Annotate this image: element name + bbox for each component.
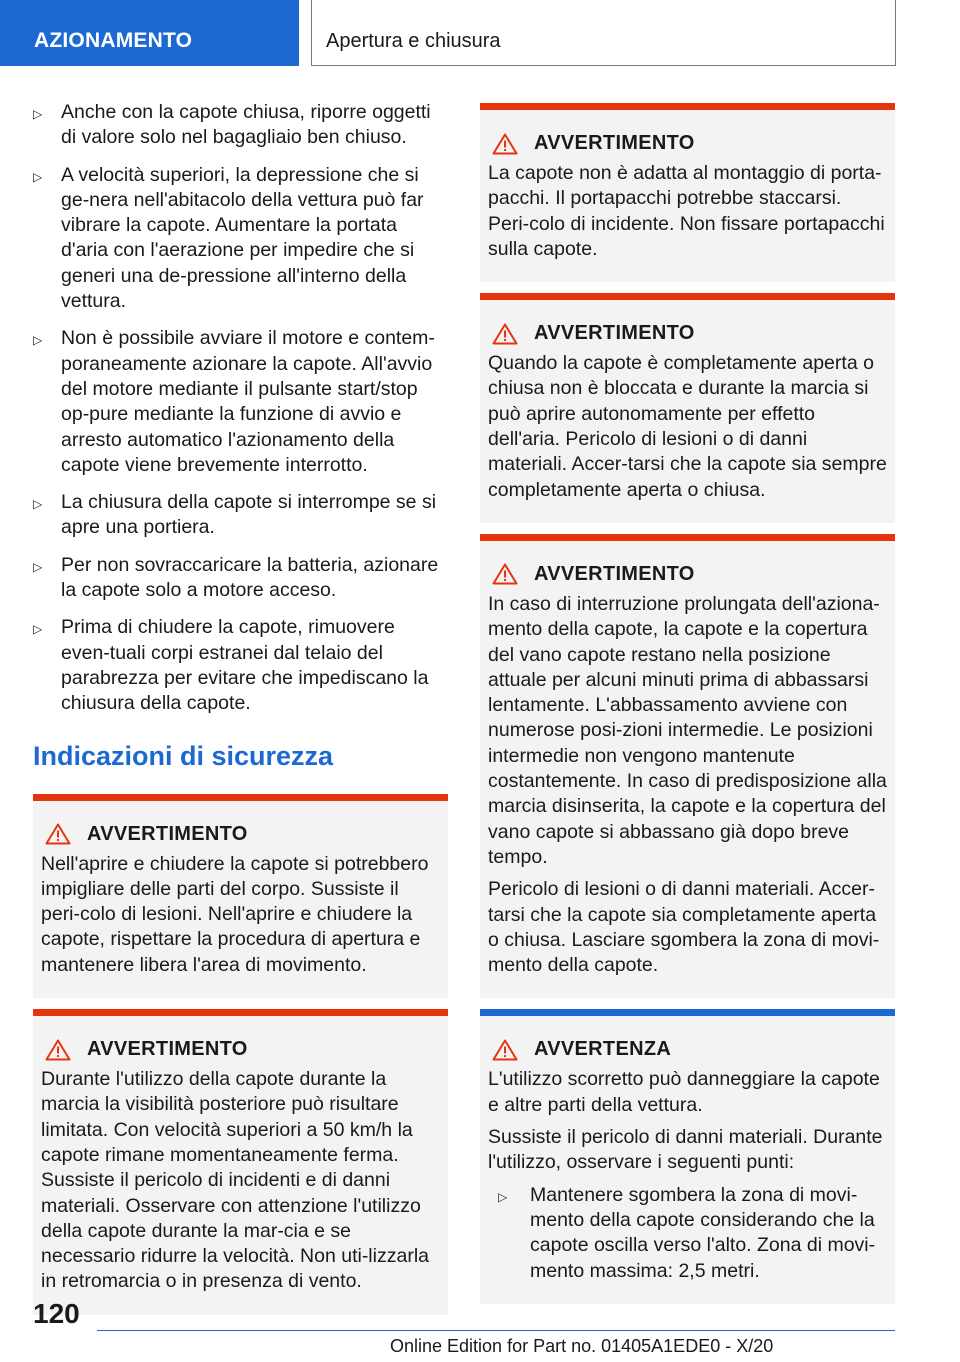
warning-text: Pericolo di lesioni o di danni materiali. Accer‐tarsi che la capote sia completamente aperta o chiusa. Lasciare sgombera la zona di movi‐mento della capote. [488,878,880,977]
triangle-bullet-icon: ▷ [33,169,43,184]
triangle-bullet-icon: ▷ [33,622,43,637]
list-item: ▷ Non è possibile avviare il motore e contem‐poraneamente azionare la capote. All'avvio del motore mediante il pulsante start/stop op‐pure mediante la funzione di avvio e arresto automatico l'azionamento della capote viene brevemente interrotto. [33,326,448,478]
notice-box [480,1009,895,1303]
warning-label: AVVERTIMENTO [87,822,248,845]
warning-triangle-icon [492,133,518,155]
warning-text: Nell'aprire e chiudere la capote si potrebbero impigliare delle parti del corpo. Sussiste il peri‐colo di lesioni. Nell'aprire e chiudere la capote, rispettare la procedura di apertura e mantenere libera l'area di movimento. [41,852,429,976]
notice-bullet-list [488,1183,887,1284]
notice-text: Sussiste il pericolo di danni materiali. Durante l'utilizzo, osservare i seguenti punti: [488,1126,883,1174]
warning-label: AVVERTIMENTO [534,322,695,345]
footer-divider [97,1330,895,1331]
warning-triangle-icon [45,1039,71,1061]
warning-triangle-icon [492,1039,518,1061]
warning-box [33,794,448,998]
warning-box [33,1009,448,1315]
list-item: ▷ Mantenere sgombera la zona di movi‐mento della capote considerando che la capote oscilla verso l'alto. Zona di movi‐mento massima: 2,5 metri. [488,1183,887,1284]
triangle-bullet-icon: ▷ [498,1189,508,1204]
warning-label: AVVERTIMENTO [534,132,695,154]
list-item: ▷ Per non sovraccaricare la batteria, azionare la capote solo a motore acceso. [33,553,448,604]
warning-text: La capote non è adatta al montaggio di porta‐pacchi. Il portapacchi potrebbe staccarsi. Peri‐colo di incidente. Non fissare portapacchi sulla capote. [488,162,885,260]
right-column [480,103,895,1315]
list-item: ▷ Anche con la capote chiusa, riporre oggetti di valore solo nel bagagliaio ben chiuso. [33,100,448,151]
page-topic: Apertura e chiusura [311,0,896,66]
section-heading: Indicazioni di sicurezza [33,740,334,771]
notice-label: AVVERTENZA [534,1038,672,1061]
warning-text: Quando la capote è completamente aperta o chiusa non è bloccata e durante la marcia si può aprire autonomamente per effetto dell'aria. Pericolo di lesioni o di danni materiali. Accer‐tarsi che la capote sia sempre completamente aperta o chiusa. [488,352,887,501]
triangle-bullet-icon: ▷ [33,333,43,348]
warning-box [480,534,895,998]
warning-box [480,293,895,523]
section-tab: AZIONAMENTO [0,0,299,66]
notice-text: L'utilizzo scorretto può danneggiare la capote e altre parti della vettura. [488,1068,880,1116]
triangle-bullet-icon: ▷ [33,107,43,121]
edition-note: Online Edition for Part no. 01405A1EDE0 - X/20 [390,1336,774,1356]
bullet-list [33,100,448,717]
triangle-bullet-icon: ▷ [33,497,43,512]
triangle-bullet-icon: ▷ [33,559,43,574]
warning-triangle-icon [492,563,518,585]
page-number: 120 [33,1298,80,1329]
warning-box [480,103,895,282]
warning-triangle-icon [45,823,71,845]
warning-text: Durante l'utilizzo della capote durante la marcia la visibilità posteriore può risultare limitata. Con velocità superiori a 50 km/h la capote rimane momentaneamente ferma. Sussiste il pericolo di incidenti e di danni materiali. Osservare con attenzione l'utilizzo della capote durante la mar‐cia e se necessario ridurre la velocità. Non uti‐lizzarla in retromarcia o in presenza di vento. [41,1068,429,1293]
warning-text: In caso di interruzione prolungata dell'aziona‐mento della capote, la capote e la copertura del vano capote restano nella posizione attuale per alcuni minuti prima di abbassarsi lentamente. L'abbassamento avviene con numerose posi‐zioni intermedie. Le posizioni intermedie non vengono mantenute costantemente. In caso di predisposizione alla marcia disinserita, la capote e la copertura del vano capote si abbassano già dopo breve tempo. [488,592,887,868]
list-item: ▷ A velocità superiori, la depressione che si ge‐nera nell'abitacolo della vettura può far vibrare la capote. Aumentare la portata d'aria con l'aerazione per impedire che si generi una de‐pressione all'interno della vettura. [33,163,448,315]
left-column [33,100,448,1326]
warning-triangle-icon [492,323,518,345]
list-item: ▷ La chiusura della capote si interrompe se si apre una portiera. [33,490,448,541]
warning-label: AVVERTIMENTO [534,562,695,585]
warning-label: AVVERTIMENTO [87,1038,248,1061]
list-item: ▷ Prima di chiudere la capote, rimuovere even‐tuali corpi estranei dal telaio del parabrezza per evitare che impediscano la chiusura della capote. [33,615,448,716]
